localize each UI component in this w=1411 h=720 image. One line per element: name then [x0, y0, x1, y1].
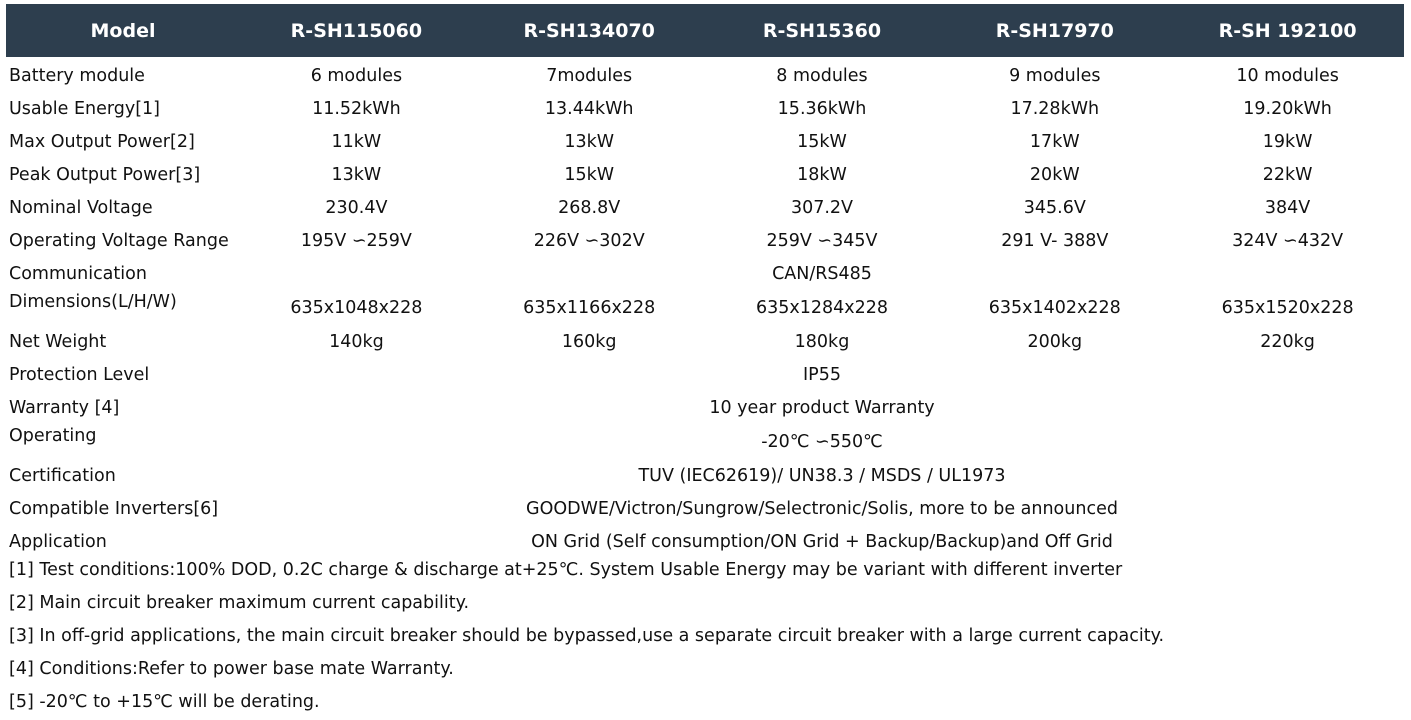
row-label: Warranty [4]: [9, 397, 120, 418]
header-row: [6, 4, 1404, 57]
cell-value: 307.2V: [790, 197, 854, 218]
cell-value: 226V ∽302V: [533, 230, 645, 251]
row-battery-module: [6, 57, 1404, 92]
cell-value: 20kW: [1029, 164, 1080, 185]
footnote: [4] Conditions:Refer to power base mate Warranty.: [9, 659, 454, 679]
cell-value-shared: ON Grid (Self consumption/ON Grid + Backup/Backup)and Off Grid: [531, 531, 1113, 552]
cell-value-shared: -20℃ ∽550℃: [761, 431, 883, 452]
row-label: Usable Energy[1]: [9, 98, 161, 119]
cell-value: 268.8V: [558, 197, 621, 218]
cell-value: 635x1166x228: [523, 297, 656, 318]
footnote: [3] In off-grid applications, the main circuit breaker should be bypassed,use a separate circuit breaker with a large current capacity.: [9, 626, 1165, 646]
cell-value: 345.6V: [1023, 197, 1086, 218]
row-usable-energy: [6, 92, 1404, 125]
cell-value: 635x1048x228: [290, 297, 423, 318]
row-label: Nominal Voltage: [9, 197, 153, 218]
row-operating-voltage-range: [6, 224, 1404, 257]
row-protection-level: [6, 358, 1404, 391]
cell-value: 9 modules: [1009, 65, 1101, 86]
row-label: Max Output Power[2]: [9, 131, 195, 152]
row-nominal-voltage: [6, 191, 1404, 224]
cell-value: 15.36kWh: [777, 98, 867, 119]
row-max-output-power: [6, 125, 1404, 158]
cell-value: 7modules: [546, 65, 633, 86]
model-name: R-SH115060: [240, 4, 473, 57]
cell-value: 635x1520x228: [1221, 297, 1354, 318]
model-name: R-SH17970: [938, 4, 1171, 57]
cell-value: 635x1284x228: [755, 297, 889, 318]
cell-value: 18kW: [797, 164, 847, 185]
row-label: Peak Output Power[3]: [9, 164, 201, 185]
spec-table: [6, 4, 1404, 558]
row-label: Certification: [9, 465, 116, 486]
row-label: Dimensions(L/H/W): [9, 292, 177, 312]
header-label: Model: [6, 4, 240, 57]
row-label: Communication: [9, 263, 147, 284]
row-net-weight: [6, 325, 1404, 358]
row-label: Net Weight: [9, 331, 107, 352]
cell-value: 13kW: [564, 131, 615, 152]
cell-value: 6 modules: [310, 65, 403, 86]
model-name: R-SH15360: [706, 4, 939, 57]
row-label: Battery module: [9, 65, 145, 86]
cell-value: 259V ∽345V: [766, 230, 878, 251]
model-name: R-SH134070: [473, 4, 706, 57]
cell-value: 324V ∽432V: [1232, 230, 1344, 251]
cell-value: 11.52kWh: [312, 98, 401, 119]
cell-value: 200kg: [1027, 331, 1083, 352]
row-certification: [6, 459, 1404, 492]
cell-value: 220kg: [1260, 331, 1315, 352]
row-label: Application: [9, 531, 107, 552]
row-label: Compatible Inverters[6]: [9, 498, 219, 519]
row-label: Operating Voltage Range: [9, 230, 229, 251]
row-warranty: [6, 391, 1404, 424]
cell-value: 180kg: [794, 331, 850, 352]
row-label: Protection Level: [9, 364, 150, 385]
footnotes: [9, 554, 1399, 719]
cell-value: 22kW: [1262, 164, 1313, 185]
cell-value: 160kg: [561, 331, 617, 352]
cell-value: 230.4V: [325, 197, 388, 218]
row-dimensions: [6, 290, 1404, 325]
row-label: Operating: [9, 426, 97, 446]
footnote: [1] Test conditions:100% DOD, 0.2C charge & discharge at+25℃. System Usable Energy may be variant with different inverter: [9, 560, 1123, 580]
cell-value: 17.28kWh: [1010, 98, 1100, 119]
row-compatible-inverters: [6, 492, 1404, 525]
cell-value: 8 modules: [776, 65, 868, 86]
footnote: [2] Main circuit breaker maximum current capability.: [9, 593, 470, 613]
cell-value-shared: IP55: [803, 364, 841, 385]
cell-value: 15kW: [797, 131, 847, 152]
footnote: [5] -20℃ to +15℃ will be derating.: [9, 692, 320, 712]
cell-value: 17kW: [1029, 131, 1080, 152]
row-operating: [6, 424, 1404, 459]
cell-value-shared: TUV (IEC62619)/ UN38.3 / MSDS / UL1973: [638, 465, 1006, 486]
row-peak-output-power: [6, 158, 1404, 191]
cell-value: 10 modules: [1236, 65, 1339, 86]
cell-value: 140kg: [329, 331, 384, 352]
model-name: R-SH 192100: [1171, 4, 1404, 57]
cell-value: 13kW: [331, 164, 382, 185]
spec-sheet: [6, 4, 1404, 558]
cell-value: 384V: [1264, 197, 1311, 218]
cell-value: 13.44kWh: [544, 98, 634, 119]
cell-value: 11kW: [331, 131, 382, 152]
cell-value-shared: CAN/RS485: [772, 263, 872, 284]
cell-value: 19kW: [1262, 131, 1313, 152]
cell-value: 19.20kWh: [1243, 98, 1332, 119]
cell-value: 291 V- 388V: [1001, 230, 1109, 251]
row-communication: [6, 257, 1404, 290]
table-body: [6, 57, 1404, 558]
cell-value: 195V ∽259V: [300, 230, 412, 251]
cell-value-shared: GOODWE/Victron/Sungrow/Selectronic/Solis, more to be announced: [526, 498, 1118, 519]
cell-value: 15kW: [564, 164, 615, 185]
cell-value: 635x1402x228: [988, 297, 1121, 318]
table-header: [6, 4, 1404, 57]
cell-value-shared: 10 year product Warranty: [709, 397, 935, 418]
